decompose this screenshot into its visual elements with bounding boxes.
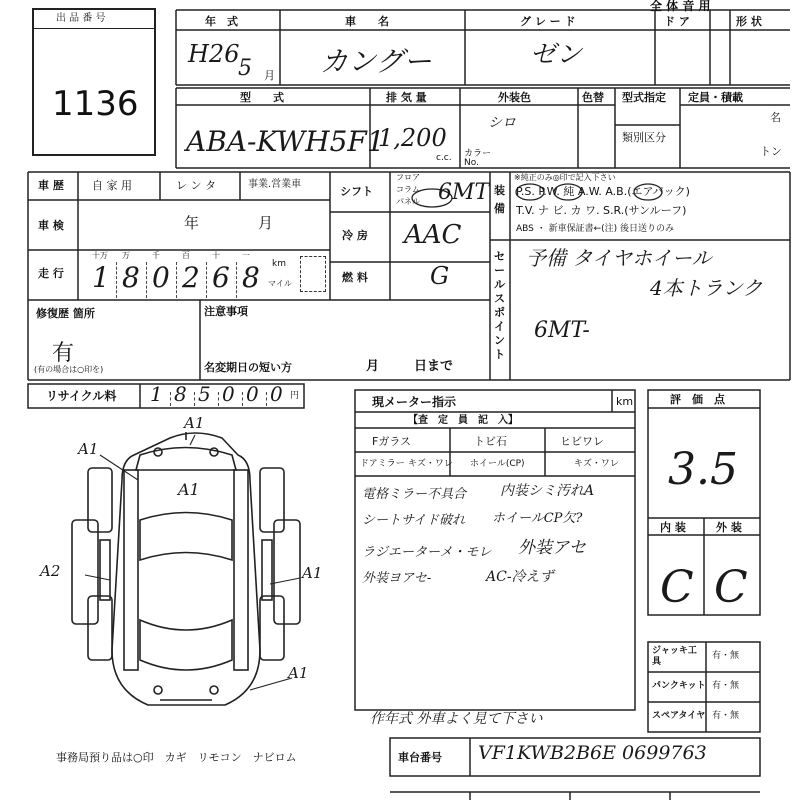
recycle-separator xyxy=(194,392,195,406)
shift-value: 6MT xyxy=(438,180,490,205)
lot-label: 出 品 番 号 xyxy=(56,13,106,24)
class-label: 類別区分 xyxy=(622,131,666,144)
cc-unit: c.c. xyxy=(436,153,452,163)
recycle-digit: 0 xyxy=(270,382,283,406)
diagram-mark-0: A1 xyxy=(78,440,99,458)
mileage-digit: 0 xyxy=(152,261,170,294)
car-name-label: 車 名 xyxy=(345,15,389,28)
history-private: 自 家 用 xyxy=(92,179,132,192)
diagram-mark-4: A2 xyxy=(40,562,61,580)
shift-label: シフト xyxy=(340,185,373,198)
jack-avail: 有・無 xyxy=(712,651,740,661)
meter-label: 現メーター指示 xyxy=(372,395,457,409)
equipment-note: ※純正のみ◎印で記入下さい xyxy=(514,173,616,182)
inspector-note-2-1: 外装アセ xyxy=(518,538,586,558)
inspector-note-3-0: 外装ヨアセ- xyxy=(362,571,432,586)
sale-point-line3: 6MT- xyxy=(534,318,590,343)
inspector-note-3-1: AC-冷えず xyxy=(486,569,554,585)
color-no-label: カラー No. xyxy=(464,149,492,168)
ac-value: AAC xyxy=(404,220,462,250)
spare-label: スペアタイヤ xyxy=(652,711,706,721)
diagram-mark-5: A1 xyxy=(288,664,309,682)
footer-items: 事務局預り品は○印 カギ リモコン ナビロム xyxy=(56,751,297,764)
fuel-value: G xyxy=(430,262,450,290)
sale-points-label: セールスポイント xyxy=(494,250,505,361)
month-value: 5 xyxy=(238,56,252,81)
month-unit: 月 xyxy=(264,69,275,82)
jack-label: ジャッキ工具 xyxy=(652,646,697,667)
inspector-note-1-0: シートサイド破れ xyxy=(362,513,466,528)
wheel-cp-label: ホイール(CP) xyxy=(470,459,525,469)
mile-unit: マイル xyxy=(268,279,292,288)
repair-label: 修復歴 箇所 xyxy=(36,307,95,320)
puncture-label: パンクキット xyxy=(652,681,706,691)
meter-unit: km xyxy=(616,395,634,408)
inspector-note-0-0: 電格ミラー不具合 xyxy=(362,487,467,502)
grade-value: ゼン xyxy=(530,40,583,70)
mileage-separator xyxy=(206,262,207,298)
spare-avail: 有・無 xyxy=(712,711,740,721)
puncture-avail: 有・無 xyxy=(712,681,740,691)
lot-number: 1136 xyxy=(52,84,139,124)
mileage-digit-label: 万 xyxy=(122,251,130,260)
mileage-separator xyxy=(146,262,147,298)
rating-value: 3.5 xyxy=(668,444,738,495)
diagram-mark-2: A1 xyxy=(178,480,200,499)
displacement-label: 排 気 量 xyxy=(386,91,427,104)
recolor-label: 色替 xyxy=(582,91,604,104)
interior-label: 内 装 xyxy=(660,521,686,534)
door-mirror-label: ドアミラー xyxy=(360,459,405,469)
equipment-row3: ABS ・ 新車保証書←(注) 後日送りのみ xyxy=(516,224,675,234)
inspector-note-1-1: ホイールCP欠? xyxy=(492,511,583,526)
history-label: 車 歴 xyxy=(38,179,64,192)
grade-label: グ レ ー ド xyxy=(520,15,576,28)
recycle-separator xyxy=(218,392,219,406)
recycle-digit: 0 xyxy=(222,382,235,406)
exterior-value: C xyxy=(714,562,748,613)
mileage-digit-label: 十万 xyxy=(92,251,108,260)
exterior-label: 外 装 xyxy=(716,521,742,534)
mileage-digit: 6 xyxy=(212,261,230,294)
mileage-separator xyxy=(116,262,117,298)
equipment-label: 装 備 xyxy=(494,184,505,215)
name-change-month: 月 xyxy=(366,359,380,374)
car-diagram xyxy=(72,432,300,705)
inspection-header: 【査 定 員 記 入】 xyxy=(408,415,518,426)
recycle-digit: 5 xyxy=(198,382,211,406)
hibiware-label: ヒビワレ xyxy=(560,435,604,448)
recycle-separator xyxy=(266,392,267,406)
chassis-label: 車台番号 xyxy=(398,751,442,764)
diagram-mark-1: A1 xyxy=(184,414,205,432)
equipment-row1: P.S. P.W. 純 A.W. A.B.(エアバック) xyxy=(516,185,690,198)
inspector-note-0-1: 内装シミ汚れA xyxy=(500,483,595,499)
mileage-digit-label: 百 xyxy=(182,251,190,260)
recycle-digit: 1 xyxy=(150,382,163,406)
shift-panel: パネル xyxy=(396,197,420,206)
mileage-digit-label: 十 xyxy=(212,251,220,260)
recycle-digit: 8 xyxy=(174,382,187,406)
top-right-title: 全 体 音 用 xyxy=(650,0,711,13)
mileage-digit-label: 一 xyxy=(242,251,250,260)
ext-color-label: 外装色 xyxy=(498,91,531,104)
recycle-unit: 円 xyxy=(290,391,300,401)
history-rental: レ ン タ xyxy=(176,179,216,192)
model-spec-label: 型式指定 xyxy=(622,91,666,104)
mileage-digit-label: 千 xyxy=(152,251,160,260)
recycle-separator xyxy=(170,392,171,406)
diagram-note: 作年式 外車よく見て下さい xyxy=(370,711,543,727)
lot-number-box xyxy=(32,8,156,156)
car-name-value: カングー xyxy=(320,45,432,78)
inspector-note-2-0: ラジエーターメ・モレ xyxy=(362,545,492,560)
model-value: ABA-KWH5F1 xyxy=(186,125,385,158)
ac-label: 冷 房 xyxy=(342,229,368,242)
mileage-digit: 1 xyxy=(92,261,110,294)
rating-label: 評 価 点 xyxy=(670,393,725,406)
interior-value: C xyxy=(660,562,694,613)
recycle-label: リサイクル料 xyxy=(46,389,117,403)
mileage-label: 走 行 xyxy=(38,267,64,280)
mileage-digit: 8 xyxy=(122,261,140,294)
persons-unit: 名 xyxy=(770,111,781,124)
door-label: ド ア xyxy=(664,15,690,28)
body-label: 形 状 xyxy=(736,15,762,28)
inspection-year-unit: 年 xyxy=(184,214,200,232)
capacity-label: 定員・積載 xyxy=(688,91,743,104)
shift-floor: フロア xyxy=(396,173,420,182)
ext-color-value: シロ xyxy=(488,115,516,131)
mileage-separator xyxy=(236,262,237,298)
fuel-label: 燃 料 xyxy=(342,271,368,284)
model-label: 型 式 xyxy=(240,91,284,104)
mileage-separator xyxy=(176,262,177,298)
sale-point-line1: 予備 タイヤホイール xyxy=(526,246,712,270)
equipment-row2: T.V. ナ ビ. カ ワ. S.R.(サンルーフ) xyxy=(516,204,687,217)
notes-label: 注意事項 xyxy=(204,305,248,318)
year-value: H26 xyxy=(188,40,240,68)
repair-value: 有 xyxy=(52,341,75,366)
kizu-ware-label-2: キズ・ワレ xyxy=(574,459,619,469)
name-change-label: 名変期日の短い方 xyxy=(204,361,292,374)
inspection-month-unit: 月 xyxy=(258,214,274,232)
mileage-digit: 2 xyxy=(182,261,200,294)
recycle-separator xyxy=(242,392,243,406)
km-unit: km xyxy=(272,259,286,269)
year-label: 年 式 xyxy=(205,15,238,28)
shift-column: コラム xyxy=(396,185,420,194)
inspection-label: 車 検 xyxy=(38,219,64,232)
history-business: 事業.営業車 xyxy=(248,179,302,190)
mile-checkbox xyxy=(300,256,326,292)
f-glass-label: Fガラス xyxy=(372,435,411,448)
sale-point-line2: 4本トランク xyxy=(650,276,763,300)
repair-note: (有の場合は○印を) xyxy=(34,365,104,374)
tobi-ishi-label: トビ石 xyxy=(474,435,507,448)
recycle-digit: 0 xyxy=(246,382,259,406)
mileage-digit: 8 xyxy=(242,261,260,294)
kizu-ware-label: キズ・ワレ xyxy=(408,459,453,469)
diagram-mark-3: A1 xyxy=(302,564,323,582)
displacement-value: 1,200 xyxy=(378,124,447,152)
ton-unit: トン xyxy=(760,145,782,158)
name-change-day: 日まで xyxy=(414,359,454,374)
chassis-value: VF1KWB2B6E 0699763 xyxy=(478,742,707,764)
